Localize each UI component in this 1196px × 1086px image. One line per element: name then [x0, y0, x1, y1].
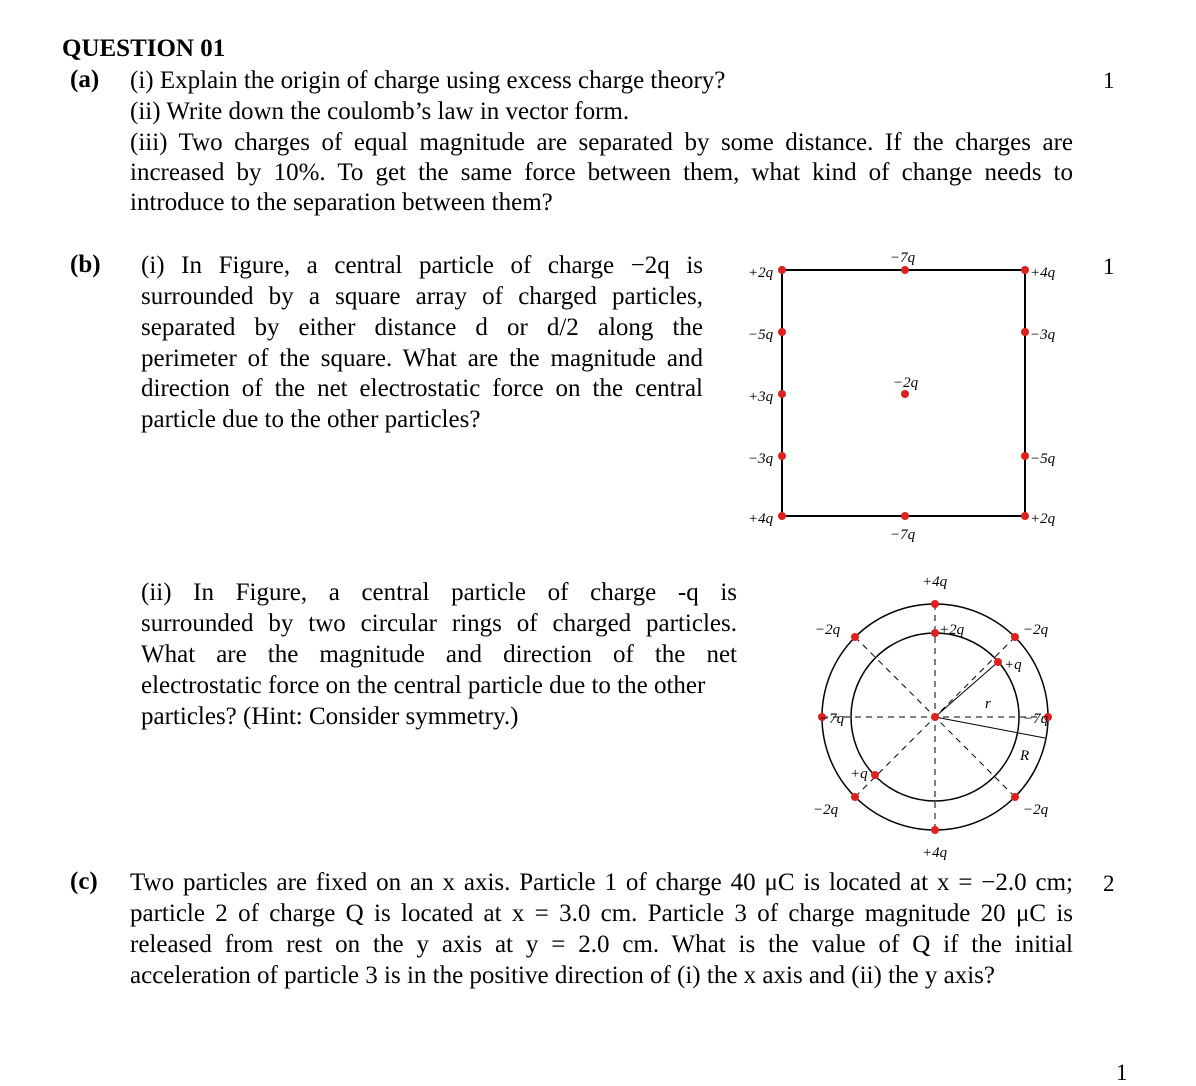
- part-c-label: (c): [70, 868, 98, 895]
- part-a-iii-line2: increased by 10%. To get the same force between them, what kind of change needs to: [130, 159, 1073, 186]
- part-c-line3: released from rest on the y axis at y = 2.0 cm. What is the value of Q if the initial: [130, 931, 1073, 958]
- circle-label-top-outer: +4q: [922, 574, 948, 590]
- circle-dot-inner-ne: [994, 658, 1002, 666]
- part-a-ii: (ii) Write down the coulomb’s law in vector form.: [130, 98, 630, 125]
- page-number: 1: [1116, 1060, 1128, 1085]
- part-a-marks: 1: [1103, 68, 1115, 93]
- circle-label-top-inner: +2q: [939, 622, 965, 638]
- label-right-1: −3q: [1030, 327, 1056, 343]
- charge-dot-left-2: [778, 390, 786, 398]
- part-b-i-line4: perimeter of the square. What are the magnitude and: [141, 345, 703, 372]
- part-b-label: (b): [70, 251, 101, 278]
- charge-dot-top-right: [1021, 266, 1029, 274]
- part-b-i-line2: surrounded by a square array of charged particles,: [141, 283, 703, 310]
- part-b-ii-line1: (ii) In Figure, a central particle of charge -q is: [141, 579, 737, 606]
- charge-dot-top-mid: [901, 266, 909, 274]
- question-title: QUESTION 01: [62, 35, 226, 62]
- circle-charge-figure: [805, 568, 1075, 868]
- circle-dot-ur-outer: [1011, 633, 1019, 641]
- part-c-line4: acceleration of particle 3 is in the positive direction of (i) the x axis and (ii) the y axis?: [130, 962, 995, 989]
- part-c-line2: particle 2 of charge Q is located at x = 3.0 cm. Particle 3 of charge magnitude 20 μC is: [130, 900, 1073, 927]
- part-b-i-line1: (i) In Figure, a central particle of charge −2q is: [141, 252, 703, 279]
- label-left-2: +3q: [748, 389, 774, 405]
- part-b-marks: 1: [1103, 254, 1115, 279]
- part-c-marks: 2: [1103, 871, 1115, 896]
- circle-label-right-outer: −7q: [1023, 711, 1049, 727]
- label-top-right: +4q: [1030, 265, 1056, 281]
- charge-dot-bottom-left: [778, 512, 786, 520]
- part-b-ii-line2: surrounded by two circular rings of charged particles.: [141, 610, 737, 637]
- charge-dot-right-3: [1021, 452, 1029, 460]
- charge-dot-center: [901, 390, 909, 398]
- charge-dot-top-left: [778, 266, 786, 274]
- circle-label-ul-outer: −2q: [815, 622, 841, 638]
- circle-dot-ll-outer: [851, 793, 859, 801]
- part-b-i-line6: particle due to the other particles?: [141, 406, 481, 433]
- label-top-left: +2q: [748, 265, 774, 281]
- square-charge-figure: [735, 240, 1095, 550]
- circle-dot-ul-outer: [851, 633, 859, 641]
- circle-dot-inner-sw: [871, 771, 879, 779]
- circle-dot-lr-outer: [1011, 793, 1019, 801]
- label-center: −2q: [893, 375, 919, 391]
- charge-dot-left-3: [778, 452, 786, 460]
- part-b-ii-line3: What are the magnitude and direction of the net: [141, 641, 737, 668]
- label-bottom-mid: −7q: [890, 527, 916, 543]
- circle-label-ur-outer: −2q: [1023, 622, 1049, 638]
- label-right-3: −5q: [1030, 451, 1056, 467]
- circle-label-ll-outer: −2q: [813, 802, 839, 818]
- circle-dot-top-outer: [931, 600, 939, 608]
- circle-dot-center: [931, 713, 939, 721]
- circle-dot-top-inner: [931, 629, 939, 637]
- circle-label-R: R: [1020, 748, 1030, 764]
- label-top-mid: −7q: [890, 250, 916, 266]
- circle-label-lr-outer: −2q: [1023, 802, 1049, 818]
- circle-label-bottom-outer: +4q: [922, 845, 948, 861]
- part-b-i-line5: direction of the net electrostatic force on the central: [141, 375, 703, 402]
- label-left-1: −5q: [748, 327, 774, 343]
- part-a-iii-line3: introduce to the separation between them?: [130, 189, 553, 216]
- part-c-line1: Two particles are fixed on an x axis. Particle 1 of charge 40 μC is located at x = −2.0 cm;: [130, 869, 1073, 896]
- circle-label-inner-ne: +q: [1004, 657, 1022, 673]
- label-bottom-right: +2q: [1030, 511, 1056, 527]
- circle-dot-bottom-outer: [931, 826, 939, 834]
- charge-dot-right-1: [1021, 328, 1029, 336]
- label-bottom-left: +4q: [748, 511, 774, 527]
- label-left-3: −3q: [748, 451, 774, 467]
- charge-dot-left-1: [778, 328, 786, 336]
- part-b-ii-line5: particles? (Hint: Consider symmetry.): [141, 703, 519, 730]
- circle-label-left-outer: −7q: [819, 711, 845, 727]
- part-b-ii-line4: electrostatic force on the central particle due to the other: [141, 672, 706, 699]
- circle-label-r: r: [985, 696, 991, 712]
- part-a-i: (i) Explain the origin of charge using excess charge theory?: [130, 67, 726, 94]
- part-a-iii-line1: (iii) Two charges of equal magnitude are separated by some distance. If the charges are: [130, 129, 1073, 156]
- part-a-label: (a): [70, 66, 100, 93]
- charge-dot-bottom-right: [1021, 512, 1029, 520]
- part-b-i-line3: separated by either distance d or d/2 along the: [141, 314, 703, 341]
- charge-dot-bottom-mid: [901, 512, 909, 520]
- circle-label-inner-sw: +q: [850, 766, 868, 782]
